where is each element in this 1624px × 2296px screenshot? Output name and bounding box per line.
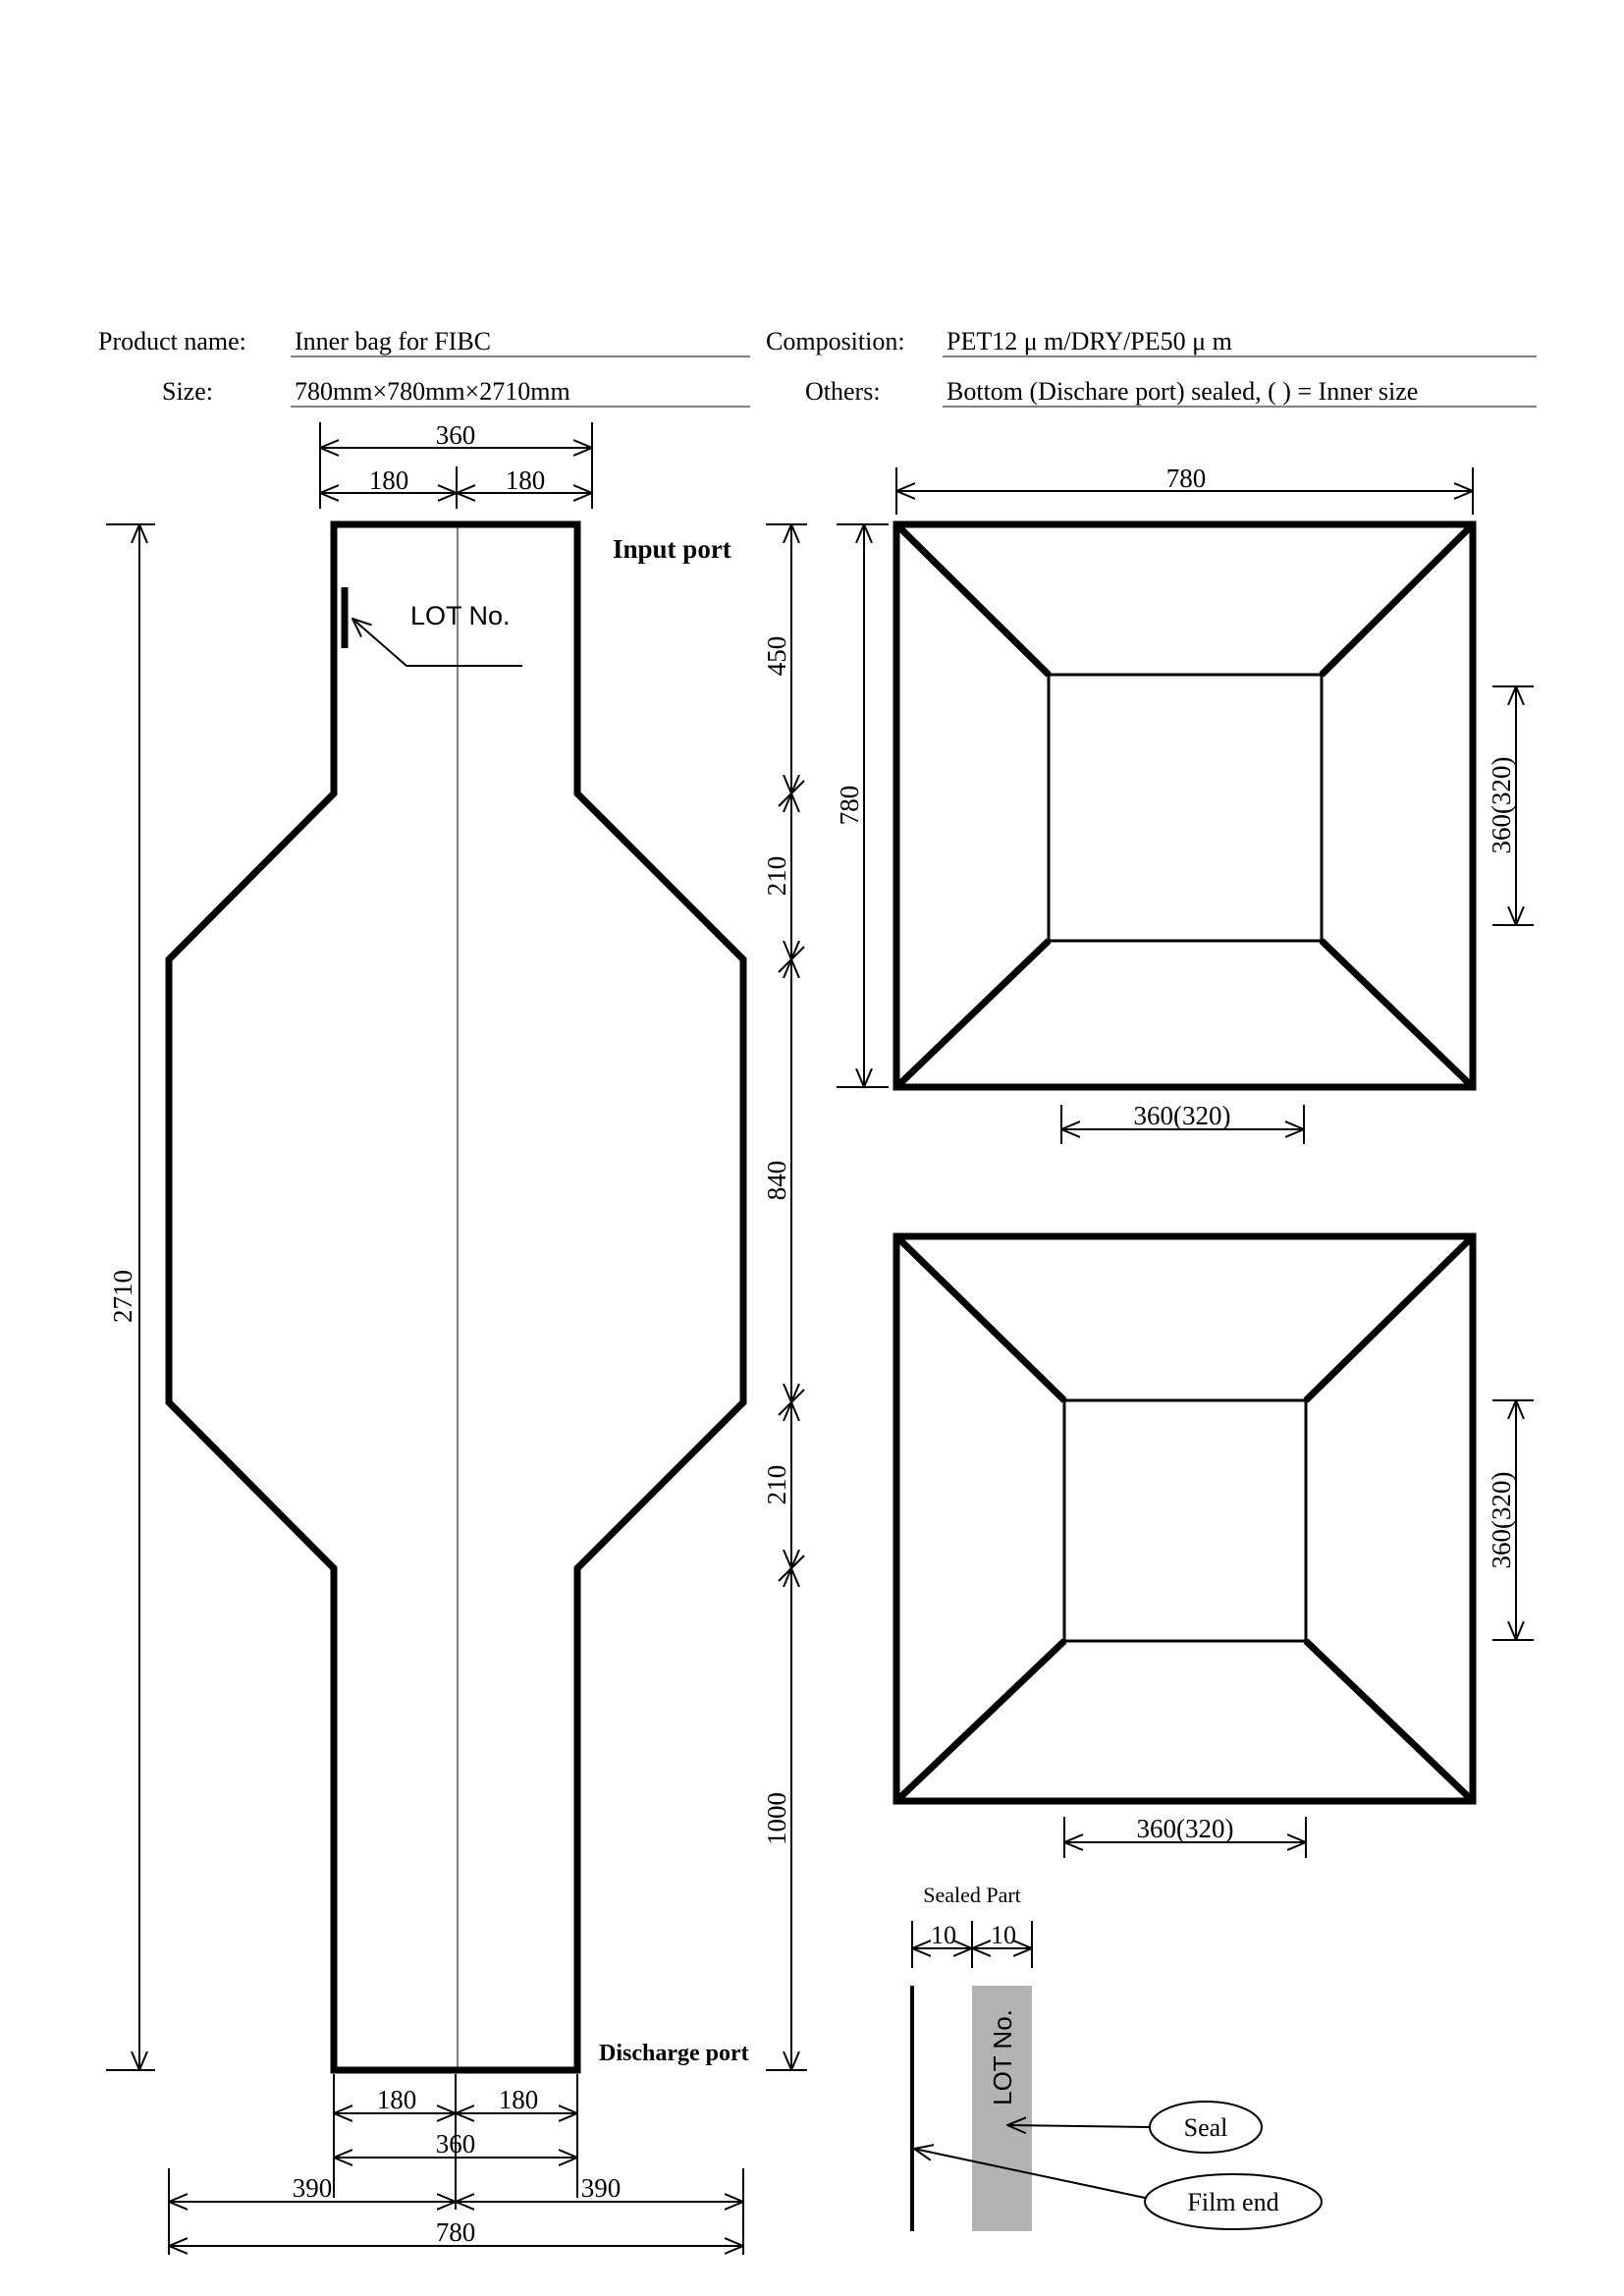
bottom-view-diag-bl (896, 1641, 1064, 1801)
bottom-view-diag-br (1306, 1641, 1473, 1801)
bv-inner-height-text: 360(320) (1487, 1471, 1516, 1569)
seal-callout-text: Seal (1183, 2113, 1228, 2142)
top-view-diag-br (1322, 941, 1473, 1087)
top-view (835, 464, 1534, 1144)
top-view-diag-bl (896, 941, 1049, 1087)
composition-value: PET12 μ m/DRY/PE50 μ m (947, 327, 1232, 355)
seal-band-lot-label: LOT No. (988, 2009, 1017, 2105)
bottom-view-diag-tr (1306, 1236, 1473, 1400)
top-view-diag-tr (1322, 524, 1473, 675)
bag-outline (169, 524, 743, 2070)
bv-inner-width-text: 360(320) (1136, 1814, 1234, 1843)
input-port-label: Input port (613, 534, 731, 564)
spec-header (98, 327, 1537, 407)
product-name-label: Product name: (98, 327, 246, 355)
top-width-text: 360 (435, 420, 476, 450)
seg-5-text: 1000 (762, 1792, 791, 1845)
full-width-text: 780 (435, 2217, 476, 2247)
bottom-view (896, 1236, 1534, 1858)
others-value: Bottom (Dischare port) sealed, ( ) = Inner size (947, 377, 1419, 406)
seal-detail-title: Sealed Part (923, 1883, 1021, 1907)
bottom-width-text: 360 (435, 2129, 476, 2159)
size-label: Size: (162, 377, 213, 406)
top-half-right-text: 180 (505, 465, 546, 495)
tv-inner-height-text: 360(320) (1487, 756, 1516, 854)
product-name-value: Inner bag for FIBC (295, 327, 492, 355)
seg-2-text: 210 (762, 855, 791, 897)
seg-1-text: 450 (762, 635, 791, 677)
tv-width-text: 780 (1165, 464, 1207, 493)
film-end-callout-text: Film end (1187, 2188, 1279, 2216)
seg-3-text: 840 (762, 1160, 791, 1201)
seg-4-text: 210 (762, 1464, 791, 1505)
total-height-text: 2710 (108, 1270, 137, 1323)
others-label: Others: (805, 377, 881, 406)
bottom-view-inner (1064, 1400, 1306, 1641)
bottom-view-diag-tl (896, 1236, 1064, 1400)
bottom-half-right-text: 180 (498, 2085, 539, 2114)
tv-inner-width-text: 360(320) (1133, 1101, 1231, 1130)
seal-dim-left-text: 10 (931, 1921, 956, 1949)
full-half-right-text: 390 (580, 2173, 622, 2203)
size-value: 780mm×780mm×2710mm (295, 377, 570, 406)
discharge-port-label: Discharge port (599, 2041, 749, 2066)
bag-outline-view (106, 420, 807, 2255)
bottom-half-left-text: 180 (376, 2085, 417, 2114)
full-half-left-text: 390 (292, 2173, 333, 2203)
composition-label: Composition: (766, 327, 905, 355)
top-half-left-text: 180 (368, 465, 409, 495)
top-view-diag-tl (896, 524, 1049, 675)
top-view-inner (1049, 675, 1322, 941)
tv-height-text: 780 (835, 785, 864, 826)
seal-detail (912, 1883, 1322, 2231)
seal-dim-right-text: 10 (991, 1921, 1016, 1949)
lot-label: LOT No. (410, 601, 511, 630)
